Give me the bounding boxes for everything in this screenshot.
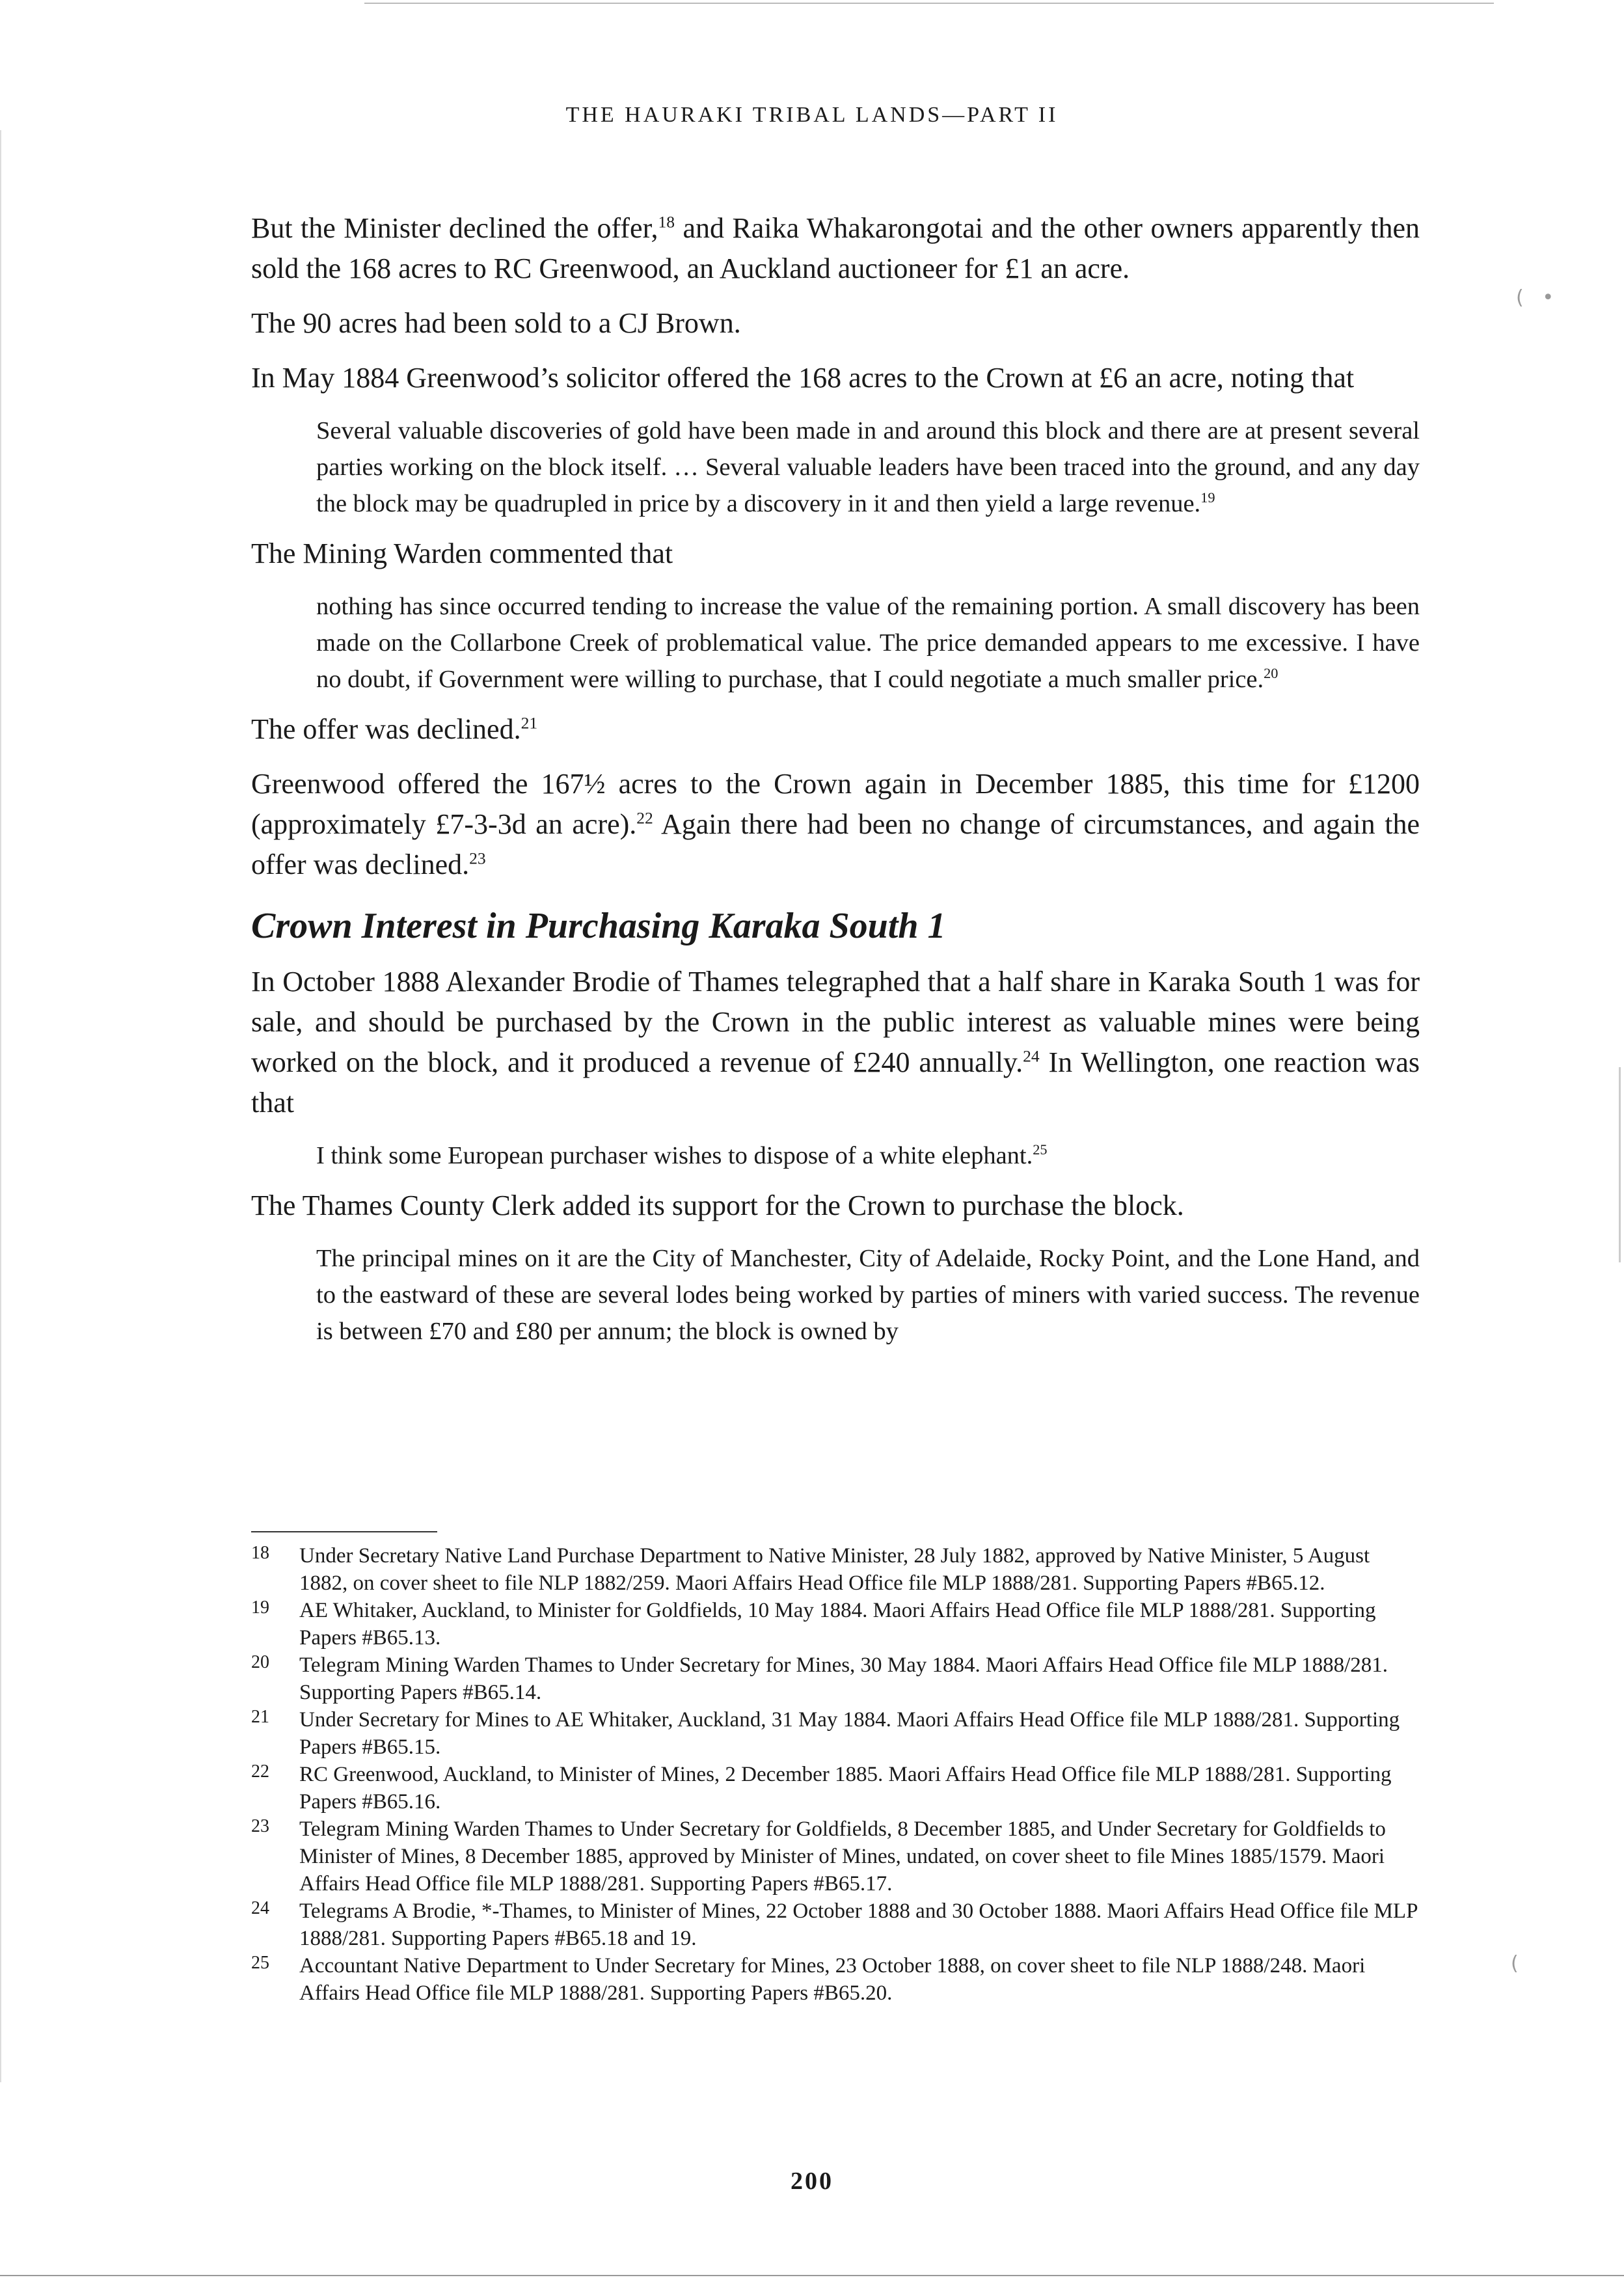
paragraph [251,709,1420,750]
footnote-text: Under Secretary Native Land Purchase Department to Native Minister, 28 July 1882, approved by Native Minister, 5 August 1882, on cover sheet to file NLP 1882/259. Maori Affairs Head Office file MLP 1888/281. Supporting Papers #B65.12. [299,1544,1370,1595]
text-run: Several valuable discoveries of gold have been made in and around this block and there are at present several parties working on the block itself. … Several valuable leaders have been traced into the ground, and any day the block may be quadrupled in price by a discovery in it and then yield a large revenue. [316,417,1420,517]
footnote-text: RC Greenwood, Auckland, to Minister of Mines, 2 December 1885. Maori Affairs Head Office file MLP 1888/281. Supporting Papers #B65.16. [299,1763,1392,1814]
footnote-number: 21 [251,1707,269,1727]
scan-top-edge [364,3,1494,4]
footnote-number: 20 [251,1652,269,1672]
text-run: The Mining Warden commented that [251,537,673,569]
text-run: In Wellington, one reaction was that [251,1046,1420,1119]
footnote [251,1597,1420,1652]
footnote-ref: 20 [1264,665,1279,682]
footnote-text: AE Whitaker, Auckland, to Minister for Goldfields, 10 May 1884. Maori Affairs Head Office file MLP 1888/281. Supporting Papers #B65.13. [299,1599,1376,1650]
body-text [251,208,1420,1361]
page-number: 200 [791,2168,833,2195]
text-run: The principal mines on it are the City of Manchester, City of Adelaide, Rocky Point, and the Lone Hand, and to the eastward of these are several lodes being worked by parties of miners with varied success. The revenue is between £70 and £80 per annum; the block is owned by [316,1245,1420,1345]
text-run: The 90 acres had been sold to a CJ Brown. [251,307,741,339]
footnote-number: 22 [251,1761,269,1782]
footnote-text: Accountant Native Department to Under Secretary for Mines, 23 October 1888, on cover sheet to file NLP 1888/248. Maori Affairs Head Office file MLP 1888/281. Supporting Papers #B65.20. [299,1954,1366,2005]
footnote-number: 25 [251,1953,269,1973]
footnote-ref: 23 [469,849,486,868]
text-run: But the Minister declined the offer, [251,212,658,244]
footnote [251,1542,1420,1597]
block-quote [316,588,1420,698]
footnote-number: 19 [251,1597,269,1618]
block-quote [316,1240,1420,1350]
footnote [251,1652,1420,1706]
paragraph [251,764,1420,885]
text-run: I think some European purchaser wishes to dispose of a white elephant. [316,1142,1033,1169]
footnote-text: Under Secretary for Mines to AE Whitaker, Auckland, 31 May 1884. Maori Affairs Head Office file MLP 1888/281. Supporting Papers #B65.15. [299,1708,1400,1759]
footnote-ref: 22 [636,808,653,828]
footnote-number: 18 [251,1543,269,1563]
footnote [251,1706,1420,1761]
section-heading [251,903,1420,949]
scan-left-edge [0,130,1,2082]
footnote [251,1952,1420,2007]
text-run: Greenwood offered the 167½ acres to the Crown again in December 1885, this time for £1200 (approximately £7-3-3d an acre). [251,768,1420,840]
paragraph [251,358,1420,398]
footnotes [251,1542,1420,2007]
paragraph [251,962,1420,1123]
footnote-ref: 21 [521,713,538,733]
text-run: The offer was declined. [251,713,521,745]
text-run: nothing has since occurred tending to increase the value of the remaining portion. A small discovery has been made on the Collarbone Creek of problematical value. The price demanded appears to me excessive. I have no doubt, if Government were willing to purchase, that I could negotiate a much smaller price. [316,593,1420,693]
footnote-ref: 24 [1023,1046,1040,1066]
footnote-ref: 25 [1033,1141,1048,1158]
footnote [251,1761,1420,1815]
footnote-number: 23 [251,1816,269,1836]
block-quote [316,413,1420,522]
paragraph [251,208,1420,289]
footnote-text: Telegram Mining Warden Thames to Under Secretary for Goldfields, 8 December 1885, and Under Secretary for Goldfields to Minister of Mines, 8 December 1885, approved by Minister of Mines, undated, on cover sheet to file Mines 1885/1579. Maori Affairs Head Office file MLP 1888/281. Supporting Papers #B65.17. [299,1817,1386,1896]
footnote-ref: 19 [1200,489,1215,506]
scan-speck: ( • [1516,286,1554,309]
footnote [251,1897,1420,1952]
text-run: The Thames County Clerk added its support for the Crown to purchase the block. [251,1190,1184,1221]
scan-bottom-edge [0,2275,1624,2276]
scan-right-edge [1619,1067,1621,1262]
footnote-text: Telegrams A Brodie, *-Thames, to Minister of Mines, 22 October 1888 and 30 October 1888. Maori Affairs Head Office file MLP 1888/281. Supporting Papers #B65.18 and 19. [299,1899,1418,1950]
text-run: Crown Interest in Purchasing Karaka South 1 [251,906,946,946]
running-head: THE HAURAKI TRIBAL LANDS—PART II [565,103,1059,127]
footnote-ref: 18 [658,212,675,232]
text-run: Again there had been no change of circumstances, and again the offer was declined. [251,808,1420,880]
paragraph [251,534,1420,574]
text-run: In May 1884 Greenwood’s solicitor offered the 168 acres to the Crown at £6 an acre, noting that [251,362,1355,394]
text-run: In October 1888 Alexander Brodie of Thames telegraphed that a half share in Karaka South 1 was for sale, and should be purchased by the Crown in the public interest as valuable mines were being worked on the block, and it produced a revenue of £240 annually. [251,966,1420,1078]
paragraph [251,1186,1420,1226]
text-run: and Raika Whakarongotai and the other owners apparently then sold the 168 acres to RC Greenwood, an Auckland auctioneer for £1 an acre. [251,212,1420,284]
block-quote [316,1137,1420,1174]
footnote-number: 24 [251,1898,269,1918]
paragraph [251,303,1420,344]
footnote [251,1815,1420,1897]
footnote-text: Telegram Mining Warden Thames to Under Secretary for Mines, 30 May 1884. Maori Affairs Head Office file MLP 1888/281. Supporting Papers #B65.14. [299,1653,1388,1704]
footnote-separator [251,1531,437,1532]
scan-speck: ( [1511,1952,1519,1975]
